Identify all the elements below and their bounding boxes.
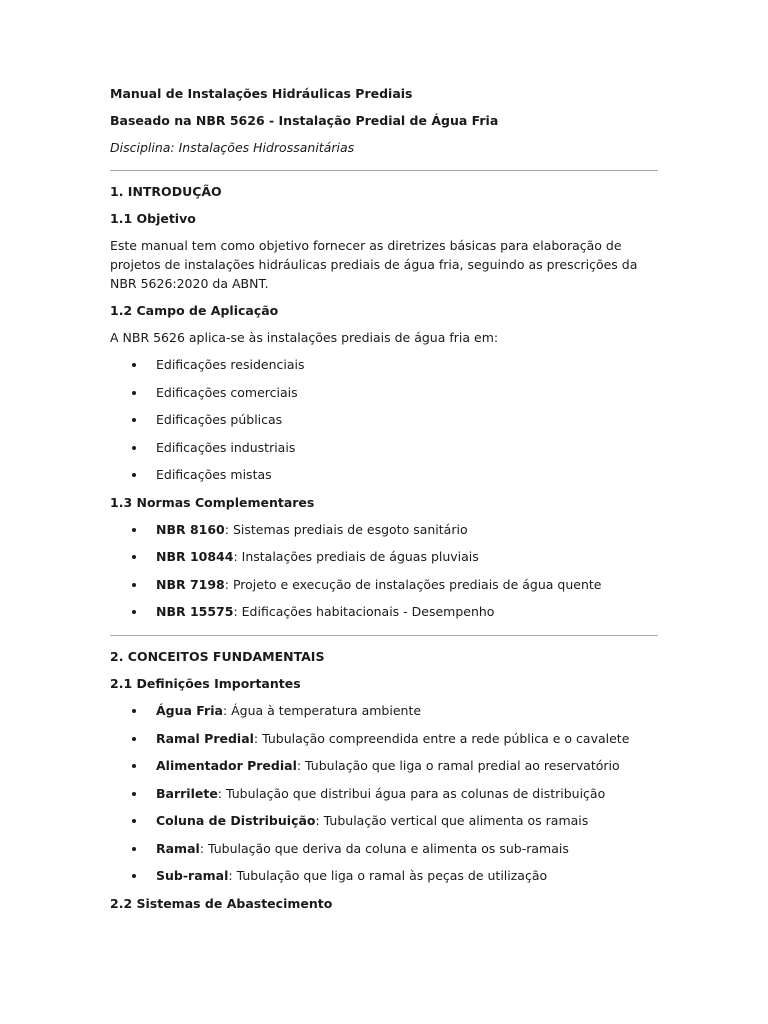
list-item <box>110 410 658 429</box>
list-item-term: Água Fria <box>156 703 223 718</box>
list-item <box>110 729 658 748</box>
list-item-text: Edificações industriais <box>156 439 296 455</box>
document-subtitle: Baseado na NBR 5626 - Instalação Predial de Água Fria <box>110 113 499 128</box>
document-content <box>110 84 658 921</box>
bullet-icon <box>132 819 136 823</box>
list-item-desc: : Tubulação que deriva da coluna e alimenta os sub-ramais <box>199 840 569 856</box>
list-item <box>110 784 658 803</box>
section-heading-conceitos: 2. CONCEITOS FUNDAMENTAIS <box>110 649 325 664</box>
bullet-icon <box>132 528 136 532</box>
list-item-desc: : Tubulação compreendida entre a rede pública e o cavalete <box>253 730 630 746</box>
section-divider <box>110 635 658 636</box>
list-item-term: NBR 10844 <box>156 549 234 564</box>
bullet-icon <box>132 709 136 713</box>
paragraph-objetivo: Este manual tem como objetivo fornecer as diretrizes básicas para elaboração de projetos de instalações hidráulicas prediais de água fria, seguindo as prescrições da NBR 5626:2020 da ABNT. <box>110 238 638 291</box>
bullet-icon <box>132 737 136 741</box>
bullet-icon <box>132 792 136 796</box>
list-definicoes <box>110 701 658 885</box>
list-item <box>110 575 658 594</box>
discipline-line: Disciplina: Instalações Hidrossanitárias <box>110 140 355 155</box>
list-item <box>110 701 658 720</box>
bullet-icon <box>132 583 136 587</box>
bullet-icon <box>132 391 136 395</box>
bullet-icon <box>132 363 136 367</box>
list-item-desc: : Tubulação que liga o ramal predial ao reservatório <box>296 758 620 773</box>
list-item-desc: : Edificações habitacionais - Desempenho <box>233 604 495 619</box>
list-item <box>110 465 658 484</box>
list-item <box>110 602 658 621</box>
subheading-campo-aplicacao: 1.2 Campo de Aplicação <box>110 303 279 318</box>
list-item <box>110 383 658 402</box>
bullet-icon <box>132 874 136 878</box>
subheading-definicoes: 2.1 Definições Importantes <box>110 676 301 691</box>
list-item-desc: : Tubulação que distribui água para as colunas de distribuição <box>217 785 606 801</box>
list-item-term: Coluna de Distribuição <box>156 813 316 828</box>
bullet-icon <box>132 555 136 559</box>
subheading-objetivo: 1.1 Objetivo <box>110 211 196 226</box>
section-heading-introducao: 1. INTRODUÇÃO <box>110 184 222 199</box>
list-item-text: Edificações públicas <box>156 412 283 427</box>
document-title: Manual de Instalações Hidráulicas Prediais <box>110 86 413 101</box>
list-item-term: NBR 7198 <box>156 576 225 592</box>
list-item-desc: : Água à temperatura ambiente <box>222 703 422 718</box>
list-campo-aplicacao <box>110 355 658 484</box>
list-item <box>110 756 658 775</box>
list-item <box>110 839 658 858</box>
bullet-icon <box>132 847 136 851</box>
list-item-desc: : Projeto e execução de instalações prediais de água quente <box>224 576 602 592</box>
list-item-desc: : Tubulação que liga o ramal às peças de utilização <box>228 868 548 883</box>
bullet-icon <box>132 610 136 614</box>
list-item-desc: : Tubulação vertical que alimenta os ramais <box>315 813 589 828</box>
list-item-term: Ramal <box>156 840 200 856</box>
list-item-text: Edificações residenciais <box>156 357 305 372</box>
list-item-term: Barrilete <box>156 785 218 801</box>
list-normas-complementares <box>110 520 658 622</box>
list-item-desc: : Sistemas prediais de esgoto sanitário <box>224 521 468 537</box>
subheading-normas-complementares: 1.3 Normas Complementares <box>110 494 315 510</box>
bullet-icon <box>132 418 136 422</box>
list-item <box>110 866 658 885</box>
list-item <box>110 355 658 374</box>
list-item-term: NBR 15575 <box>156 604 234 619</box>
list-item <box>110 811 658 830</box>
list-item-term: Alimentador Predial <box>156 758 297 773</box>
bullet-icon <box>132 446 136 450</box>
bullet-icon <box>132 473 136 477</box>
list-item-term: Ramal Predial <box>156 730 254 746</box>
list-item <box>110 438 658 457</box>
bullet-icon <box>132 764 136 768</box>
list-item-text: Edificações mistas <box>156 467 272 482</box>
list-item-desc: : Instalações prediais de águas pluviais <box>233 549 479 564</box>
paragraph-campo-intro: A NBR 5626 aplica-se às instalações prediais de água fria em: <box>110 330 499 345</box>
list-item-term: NBR 8160 <box>156 521 225 537</box>
list-item-term: Sub-ramal <box>156 868 229 883</box>
list-item-text: Edificações comerciais <box>156 384 298 400</box>
section-divider <box>110 170 658 171</box>
list-item <box>110 520 658 539</box>
subheading-sistemas-abastecimento: 2.2 Sistemas de Abastecimento <box>110 895 333 911</box>
list-item <box>110 547 658 566</box>
